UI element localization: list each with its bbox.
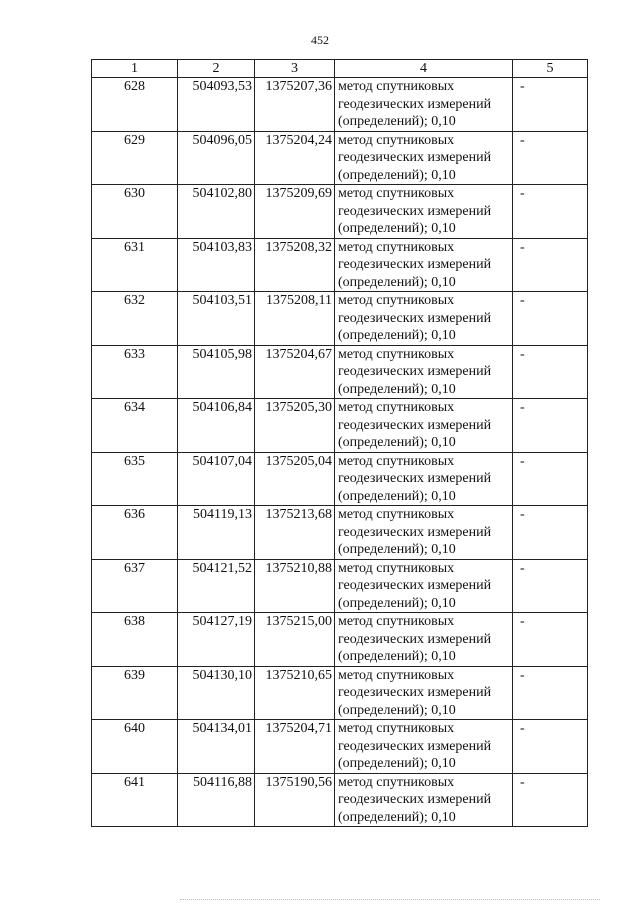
- table-row: [92, 773, 588, 827]
- note-cell: -: [513, 559, 588, 613]
- method-cell: метод спутниковых геодезических измерений (определений); 0,10: [335, 720, 513, 774]
- x-coordinate-cell: 504103,51: [178, 292, 255, 346]
- x-coordinate-cell: 504096,05: [178, 131, 255, 185]
- table-row: [92, 666, 588, 720]
- y-coordinate-cell: 1375213,68: [255, 506, 335, 560]
- x-coordinate-cell: 504106,84: [178, 399, 255, 453]
- y-coordinate-cell: 1375208,32: [255, 238, 335, 292]
- note-cell: -: [513, 238, 588, 292]
- point-number-cell: 640: [92, 720, 178, 774]
- point-number-cell: 631: [92, 238, 178, 292]
- x-coordinate-cell: 504103,83: [178, 238, 255, 292]
- y-coordinate-cell: 1375209,69: [255, 185, 335, 239]
- table-row: [92, 613, 588, 667]
- page-number: 452: [311, 33, 329, 47]
- point-number-cell: 632: [92, 292, 178, 346]
- point-number-cell: 641: [92, 773, 178, 827]
- point-number-cell: 635: [92, 452, 178, 506]
- method-cell: метод спутниковых геодезических измерений (определений); 0,10: [335, 399, 513, 453]
- y-coordinate-cell: 1375205,04: [255, 452, 335, 506]
- table-row: [92, 345, 588, 399]
- x-coordinate-cell: 504102,80: [178, 185, 255, 239]
- table-header-row: [92, 60, 588, 78]
- method-cell: метод спутниковых геодезических измерений (определений); 0,10: [335, 345, 513, 399]
- table-row: [92, 399, 588, 453]
- y-coordinate-cell: 1375204,71: [255, 720, 335, 774]
- scan-footer-marks: [180, 899, 600, 904]
- method-cell: метод спутниковых геодезических измерений (определений); 0,10: [335, 559, 513, 613]
- method-cell: метод спутниковых геодезических измерений (определений); 0,10: [335, 666, 513, 720]
- table-row: [92, 131, 588, 185]
- method-cell: метод спутниковых геодезических измерений (определений); 0,10: [335, 78, 513, 132]
- note-cell: -: [513, 613, 588, 667]
- y-coordinate-cell: 1375205,30: [255, 399, 335, 453]
- column-header-5: 5: [513, 60, 588, 78]
- x-coordinate-cell: 504119,13: [178, 506, 255, 560]
- y-coordinate-cell: 1375210,65: [255, 666, 335, 720]
- x-coordinate-cell: 504107,04: [178, 452, 255, 506]
- y-coordinate-cell: 1375204,67: [255, 345, 335, 399]
- table-row: [92, 720, 588, 774]
- y-coordinate-cell: 1375215,00: [255, 613, 335, 667]
- note-cell: -: [513, 131, 588, 185]
- y-coordinate-cell: 1375207,36: [255, 78, 335, 132]
- note-cell: -: [513, 185, 588, 239]
- coordinates-table: [91, 59, 588, 827]
- table-row: [92, 185, 588, 239]
- point-number-cell: 638: [92, 613, 178, 667]
- point-number-cell: 637: [92, 559, 178, 613]
- note-cell: -: [513, 720, 588, 774]
- point-number-cell: 630: [92, 185, 178, 239]
- x-coordinate-cell: 504127,19: [178, 613, 255, 667]
- column-header-2: 2: [178, 60, 255, 78]
- point-number-cell: 633: [92, 345, 178, 399]
- point-number-cell: 636: [92, 506, 178, 560]
- table-row: [92, 452, 588, 506]
- y-coordinate-cell: 1375208,11: [255, 292, 335, 346]
- method-cell: метод спутниковых геодезических измерений (определений); 0,10: [335, 292, 513, 346]
- note-cell: -: [513, 666, 588, 720]
- x-coordinate-cell: 504116,88: [178, 773, 255, 827]
- column-header-1: 1: [92, 60, 178, 78]
- note-cell: -: [513, 78, 588, 132]
- method-cell: метод спутниковых геодезических измерений (определений); 0,10: [335, 773, 513, 827]
- note-cell: -: [513, 773, 588, 827]
- x-coordinate-cell: 504105,98: [178, 345, 255, 399]
- table-row: [92, 292, 588, 346]
- x-coordinate-cell: 504121,52: [178, 559, 255, 613]
- method-cell: метод спутниковых геодезических измерений (определений); 0,10: [335, 613, 513, 667]
- column-header-3: 3: [255, 60, 335, 78]
- x-coordinate-cell: 504093,53: [178, 78, 255, 132]
- point-number-cell: 634: [92, 399, 178, 453]
- y-coordinate-cell: 1375204,24: [255, 131, 335, 185]
- table-row: [92, 238, 588, 292]
- note-cell: -: [513, 452, 588, 506]
- note-cell: -: [513, 345, 588, 399]
- column-header-4: 4: [335, 60, 513, 78]
- table-row: [92, 78, 588, 132]
- y-coordinate-cell: 1375190,56: [255, 773, 335, 827]
- note-cell: -: [513, 292, 588, 346]
- method-cell: метод спутниковых геодезических измерений (определений); 0,10: [335, 131, 513, 185]
- note-cell: -: [513, 399, 588, 453]
- method-cell: метод спутниковых геодезических измерений (определений); 0,10: [335, 452, 513, 506]
- point-number-cell: 628: [92, 78, 178, 132]
- method-cell: метод спутниковых геодезических измерений (определений); 0,10: [335, 506, 513, 560]
- point-number-cell: 629: [92, 131, 178, 185]
- x-coordinate-cell: 504130,10: [178, 666, 255, 720]
- note-cell: -: [513, 506, 588, 560]
- y-coordinate-cell: 1375210,88: [255, 559, 335, 613]
- method-cell: метод спутниковых геодезических измерений (определений); 0,10: [335, 238, 513, 292]
- table-row: [92, 559, 588, 613]
- method-cell: метод спутниковых геодезических измерений (определений); 0,10: [335, 185, 513, 239]
- table-row: [92, 506, 588, 560]
- point-number-cell: 639: [92, 666, 178, 720]
- x-coordinate-cell: 504134,01: [178, 720, 255, 774]
- table-body: [92, 78, 588, 827]
